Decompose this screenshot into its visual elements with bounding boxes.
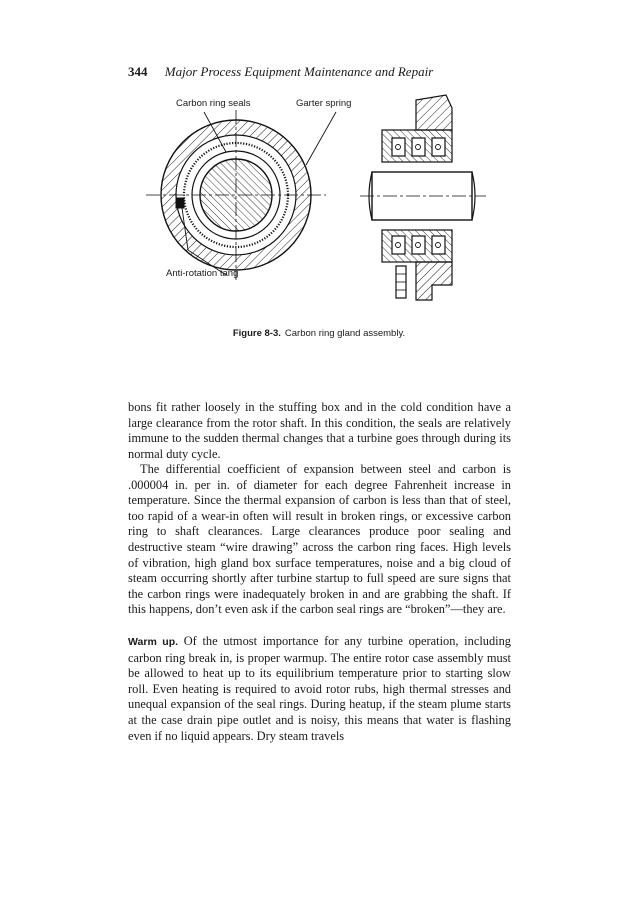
carbon-ring-gland-drawing [126, 90, 516, 320]
caption-number: Figure 8-3. [232, 328, 281, 339]
paragraph-1 [128, 400, 511, 462]
caption-text: Carbon ring gland assembly. [284, 328, 406, 339]
figure-caption [0, 328, 638, 339]
end-view [146, 110, 326, 280]
side-section-view [360, 95, 486, 300]
page-number: 344 [128, 64, 148, 79]
paragraph-2-text: The differential coefficient of expansion between steel and carbon is .000004 in. per in. of diameter for each degree Fahrenheit increase in temperature. Since the thermal expansion of carbon is less than that of steel, too rapid of a wear-in often will result in broken rings, or excessive carbon ring to shaft clearances. Large clearances produce poor sealing and destructive steam “wire drawing” across the carbon ring faces. High levels of vibration, high gland box surface temperatures, noise and a big cloud of steam occurring shortly after turbine startup to full speed are sure signs that the carbon rings were inadequately broken in and are grabbing the shaft. If this happens, don’t even ask if the carbon seal rings are “broken”—they are. [128, 462, 511, 617]
paragraph-2 [128, 462, 511, 618]
paragraph-1-text: bons fit rather loosely in the stuffing box and in the cold condition have a large clearance from the rotor shaft. In this condition, the seals are relatively immune to the sudden thermal changes that a turbine goes through during its normal duty cycle. [128, 400, 511, 461]
warm-up-heading: Warm up. [128, 636, 179, 648]
label-anti-rotation-tang: Anti-rotation tang [166, 268, 239, 279]
running-title: Major Process Equipment Maintenance and Repair [164, 64, 434, 79]
running-header [128, 64, 433, 80]
paragraph-3-text: Of the utmost importance for any turbine operation, including carbon ring break in, is proper warmup. The entire rotor case assembly must be allowed to heat up to its equilibrium temperature prior to starting slow roll. Even heating is required to avoid rotor rubs, high thermal stresses and unequal expansion of the seal rings. During heatup, if the steam plume starts at the case drain pipe outlet and is noisy, this means that water is flashing even if no liquid appears. Dry steam travels [128, 634, 511, 743]
paragraph-3 [128, 634, 511, 744]
figure-carbon-ring-gland [126, 90, 516, 320]
label-carbon-ring-seals: Carbon ring seals [176, 98, 251, 109]
label-garter-spring: Garter spring [296, 98, 352, 109]
